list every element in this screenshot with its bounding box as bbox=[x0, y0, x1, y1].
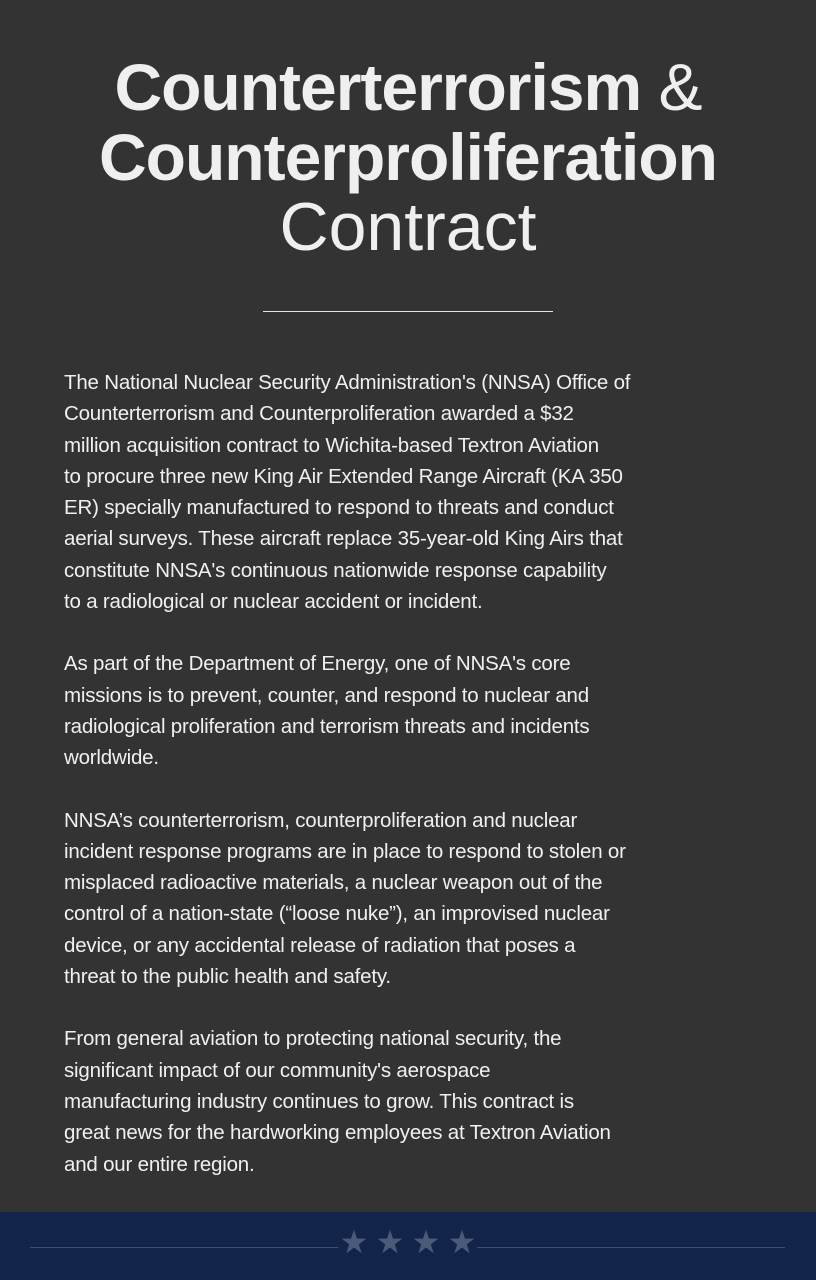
paragraph-4 bbox=[64, 1023, 764, 1179]
text-line: to a radiological or nuclear accident or incident. bbox=[64, 590, 483, 614]
title-word-counterproliferation: Counterproliferation bbox=[99, 120, 717, 194]
page-title bbox=[0, 50, 816, 265]
star-row bbox=[340, 1228, 476, 1256]
title-word-contract: Contract bbox=[279, 189, 537, 265]
text-line: incident response programs are in place to respond to stolen or bbox=[64, 839, 626, 863]
text-line: significant impact of our community's aerospace bbox=[64, 1058, 491, 1082]
text-line: constitute NNSA's continuous nationwide response capability bbox=[64, 558, 607, 582]
text-line: Counterterrorism and Counterproliferation awarded a $32 bbox=[64, 402, 574, 426]
text-line: aerial surveys. These aircraft replace 35-year-old King Airs that bbox=[64, 527, 623, 551]
star-icon bbox=[448, 1228, 476, 1256]
paragraph-2 bbox=[64, 648, 764, 773]
text-line: million acquisition contract to Wichita-based Textron Aviation bbox=[64, 433, 599, 457]
text-line: great news for the hardworking employees at Textron Aviation bbox=[64, 1121, 611, 1145]
text-line: and our entire region. bbox=[64, 1152, 255, 1176]
title-ampersand: & bbox=[641, 50, 702, 124]
text-line: threat to the public health and safety. bbox=[64, 965, 391, 989]
text-line: device, or any accidental release of radiation that poses a bbox=[64, 933, 576, 957]
star-icon bbox=[340, 1228, 368, 1256]
star-icon bbox=[412, 1228, 440, 1256]
paragraph-1 bbox=[64, 367, 764, 617]
text-line: radiological proliferation and terrorism threats and incidents bbox=[64, 714, 590, 738]
text-line: manufacturing industry continues to grow. This contract is bbox=[64, 1089, 574, 1113]
footer-rule-left bbox=[30, 1247, 338, 1248]
text-line: to procure three new King Air Extended Range Aircraft (KA 350 bbox=[64, 464, 623, 488]
title-divider bbox=[263, 311, 553, 312]
footer-banner bbox=[0, 1212, 816, 1280]
text-line: The National Nuclear Security Administration's (NNSA) Office of bbox=[64, 371, 631, 394]
title-line-1 bbox=[0, 52, 816, 122]
text-line: NNSA’s counterterrorism, counterproliferation and nuclear bbox=[64, 808, 578, 832]
title-word-counterterrorism: Counterterrorism bbox=[114, 50, 642, 124]
text-line: misplaced radioactive materials, a nuclear weapon out of the bbox=[64, 871, 603, 895]
footer-rule-right bbox=[477, 1247, 785, 1248]
text-line: As part of the Department of Energy, one of NNSA's core bbox=[64, 652, 571, 676]
text-line: ER) specially manufactured to respond to threats and conduct bbox=[64, 496, 614, 520]
text-line: worldwide. bbox=[64, 746, 159, 770]
star-icon bbox=[376, 1228, 404, 1256]
text-line: control of a nation-state (“loose nuke”), an improvised nuclear bbox=[64, 902, 610, 926]
text-line: missions is to prevent, counter, and respond to nuclear and bbox=[64, 683, 589, 707]
paragraph-3 bbox=[64, 805, 764, 993]
text-line: From general aviation to protecting national security, the bbox=[64, 1027, 562, 1051]
article-body bbox=[64, 367, 764, 1211]
